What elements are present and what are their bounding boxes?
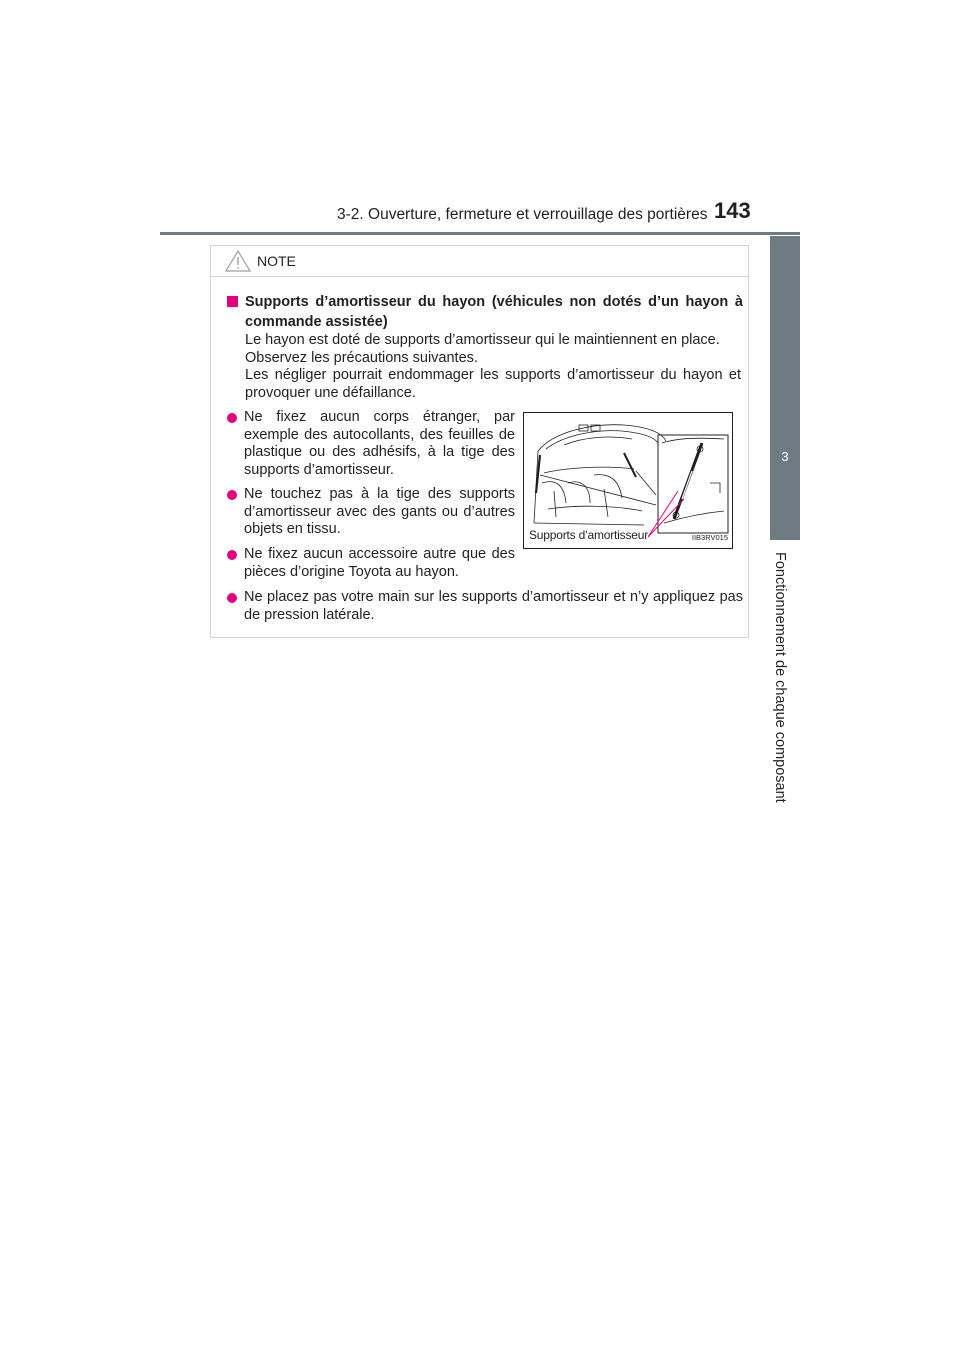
bullet-item — [227, 409, 515, 479]
bullet-dot-icon — [227, 413, 237, 423]
chapter-title: Fonctionnement de chaque composant — [772, 552, 788, 803]
intro-line: Observez les précautions suivantes. — [245, 349, 478, 366]
bullet-text: Ne fixez aucun corps étranger, par exemple des autocollants, des feuilles de plastique ou des adhésifs, à la tige des supports d’amortisseur. — [244, 409, 515, 478]
note-intro — [245, 332, 741, 402]
intro-line: Le hayon est doté de supports d’amortisseur qui le maintiennent en place. — [245, 332, 720, 348]
figure-caption: Supports d’amortisseur — [529, 528, 648, 542]
figure-code: IIB3RV015 — [691, 533, 728, 542]
note-heading-text: Supports d’amortisseur du hayon (véhicules non dotés d’un hayon à commande assistée) — [245, 294, 743, 330]
header-rule — [160, 232, 800, 235]
bullet-item — [227, 546, 515, 581]
note-header — [211, 246, 748, 277]
warning-icon — [225, 250, 251, 272]
chapter-number: 3 — [770, 412, 800, 500]
section-title: 3-2. Ouverture, fermeture et verrouillage des portières — [337, 206, 708, 223]
note-box — [210, 245, 749, 638]
bullet-text: Ne touchez pas à la tige des supports d’amortisseur avec des gants ou d’autres objets en tissu. — [244, 486, 515, 537]
square-bullet-icon — [227, 296, 238, 307]
bullet-text: Ne fixez aucun accessoire autre que des pièces d’origine Toyota au hayon. — [244, 546, 515, 580]
note-heading — [227, 292, 743, 332]
note-label: NOTE — [257, 253, 296, 269]
intro-line: Les négliger pourrait endommager les supports d’amortisseur du hayon et provoquer une défaillance. — [245, 367, 741, 401]
bullet-dot-icon — [227, 490, 237, 500]
bullet-text: Ne placez pas votre main sur les supports d’amortisseur et n’y appliquez pas de pression latérale. — [244, 589, 743, 623]
bullet-dot-icon — [227, 593, 237, 603]
page-number: 143 — [714, 198, 751, 223]
bullet-item — [227, 486, 515, 539]
bullet-item — [227, 589, 743, 624]
damper-illustration — [523, 412, 733, 549]
chapter-tab — [770, 236, 800, 412]
chapter-tab-lower — [770, 500, 800, 540]
bullet-dot-icon — [227, 550, 237, 560]
